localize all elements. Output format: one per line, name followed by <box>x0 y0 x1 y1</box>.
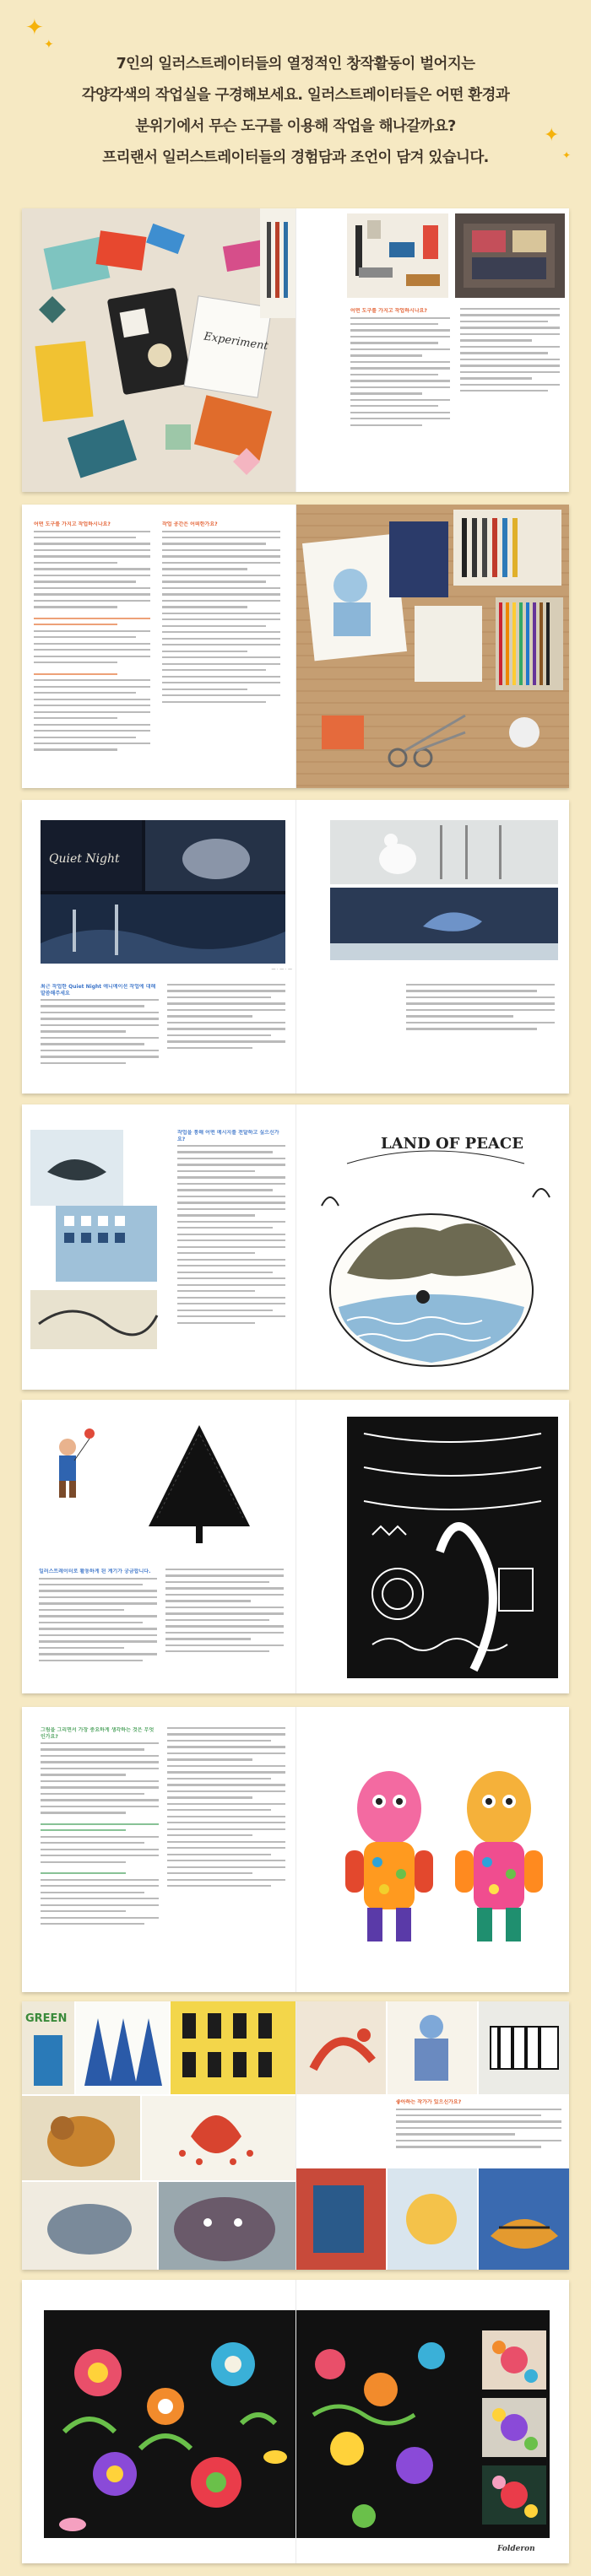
spread-2-heading-left: 어떤 도구를 가지고 작업하시나요? <box>34 521 111 527</box>
spread-3-left-page <box>22 800 296 1094</box>
spread-5-right-page <box>296 1400 569 1693</box>
spread-7-left-page <box>22 2001 296 2270</box>
spread-5-black-white <box>22 1400 569 1693</box>
tool-kit-photos <box>296 208 569 301</box>
spread-7-article-col-1 <box>396 2099 561 2167</box>
spread-2-text-page <box>22 505 296 788</box>
wooden-desk-tools-photo <box>296 505 569 788</box>
spread-1-article-col-1 <box>350 308 450 443</box>
sparkle-star-icon: ✦ <box>562 149 572 161</box>
spread-8-left-page <box>22 2280 296 2563</box>
sparkle-star-icon: ✦ <box>25 15 44 41</box>
land-of-peace-title-art: LAND OF PEACE <box>381 1135 523 1153</box>
spread-6-left-page <box>22 1707 296 1992</box>
spread-3-heading: 최근 작업한 Quiet Night 애니메이션 작업에 대해 말씀해주세요 <box>41 984 156 996</box>
spread-3-image-caption: — · — · — <box>271 967 292 972</box>
spread-1-workspace <box>22 208 569 492</box>
spread-2-photo-page <box>296 505 569 788</box>
child-and-tree-illustrations <box>22 1400 296 1569</box>
figure-left <box>345 1771 433 1941</box>
spread-3-article-col-2 <box>167 984 285 1077</box>
spread-6-figures <box>22 1707 569 1992</box>
spread-6-article-col-1 <box>41 1727 159 1980</box>
spread-8-right-page <box>296 2280 569 2563</box>
spread-1-heading: 어떤 도구를 가지고 작업하시나요? <box>350 308 427 314</box>
headline-line-1: 7인의 일러스트레이터들의 열정적인 창작활동이 벌어지는 <box>116 56 475 73</box>
floral-black-artwork <box>22 2280 296 2563</box>
ink-pattern-artwork <box>296 1400 569 1693</box>
spread-5-article-col-1 <box>39 1569 157 1678</box>
gallery-bottom-artworks <box>296 2168 569 2270</box>
quiet-night-stills <box>22 800 296 969</box>
spread-1-article-col-2 <box>460 308 560 443</box>
spread-7-heading: 좋아하는 작가가 있으신가요? <box>396 2099 462 2105</box>
patterned-figure-illustrations <box>296 1707 569 1992</box>
spread-5-heading: 일러스트레이터로 활동하게 된 계기가 궁금합니다. <box>39 1569 151 1574</box>
spread-2-article-col-2 <box>162 521 280 775</box>
spread-7-colorful-gallery <box>22 2001 569 2270</box>
spread-2-tools <box>22 505 569 788</box>
spread-3-article-col-1 <box>41 984 159 1077</box>
publisher-logo: Folderon <box>497 2545 535 2553</box>
spread-1-photo-page <box>22 208 296 492</box>
spread-8-floral-pattern <box>22 2280 569 2563</box>
spread-4-land-of-peace <box>22 1104 569 1390</box>
headline-line-4: 프리랜서 일러스트레이터들의 경험담과 조언이 담겨 있습니다. <box>102 149 489 166</box>
spread-4-article-col-1 <box>177 1130 285 1374</box>
colorful-artwork-grid <box>22 2001 296 2270</box>
intro-headline <box>15 49 576 174</box>
animation-still-frames <box>296 800 569 969</box>
land-of-peace-illustration <box>296 1104 569 1390</box>
spread-2-article-col-1 <box>34 521 150 775</box>
spread-4-right-page <box>296 1104 569 1390</box>
green-art-title: GREEN <box>25 2012 68 2025</box>
notebook-cover-text: Experiment <box>203 330 269 354</box>
desk-collage-illustration <box>22 208 296 492</box>
headline-line-2: 각양각색의 작업실을 구경해보세요. 일러스트레이터들은 어떤 환경과 <box>81 87 510 104</box>
spread-3-article-col-3 <box>406 984 555 1077</box>
figure-right <box>455 1771 543 1941</box>
spread-6-right-page <box>296 1707 569 1992</box>
pattern-tiles-collage <box>22 1121 191 1366</box>
sparkle-star-icon: ✦ <box>44 38 54 51</box>
spread-3-animation <box>22 800 569 1094</box>
spread-4-heading: 작업을 통해 어떤 메시지를 전달하고 싶으신가요? <box>177 1130 279 1142</box>
spread-5-left-page <box>22 1400 296 1693</box>
quiet-night-title-art: Quiet Night <box>49 852 120 866</box>
sparkle-star-icon: ✦ <box>544 125 560 146</box>
headline-line-3: 분위기에서 무슨 도구를 이용해 작업을 해나갈까요? <box>135 118 456 135</box>
spread-6-heading: 그림을 그리면서 가장 중요하게 생각하는 것은 무엇인가요? <box>41 1727 155 1740</box>
spread-4-left-page <box>22 1104 296 1390</box>
spread-7-right-page <box>296 2001 569 2270</box>
spread-6-article-col-2 <box>167 1727 285 1980</box>
spread-5-article-col-2 <box>165 1569 284 1678</box>
floral-tile-series <box>296 2280 569 2563</box>
spread-2-heading-mid: 작업 공간은 어떠한가요? <box>162 521 218 527</box>
spread-1-text-page <box>296 208 569 492</box>
spread-3-right-page <box>296 800 569 1094</box>
